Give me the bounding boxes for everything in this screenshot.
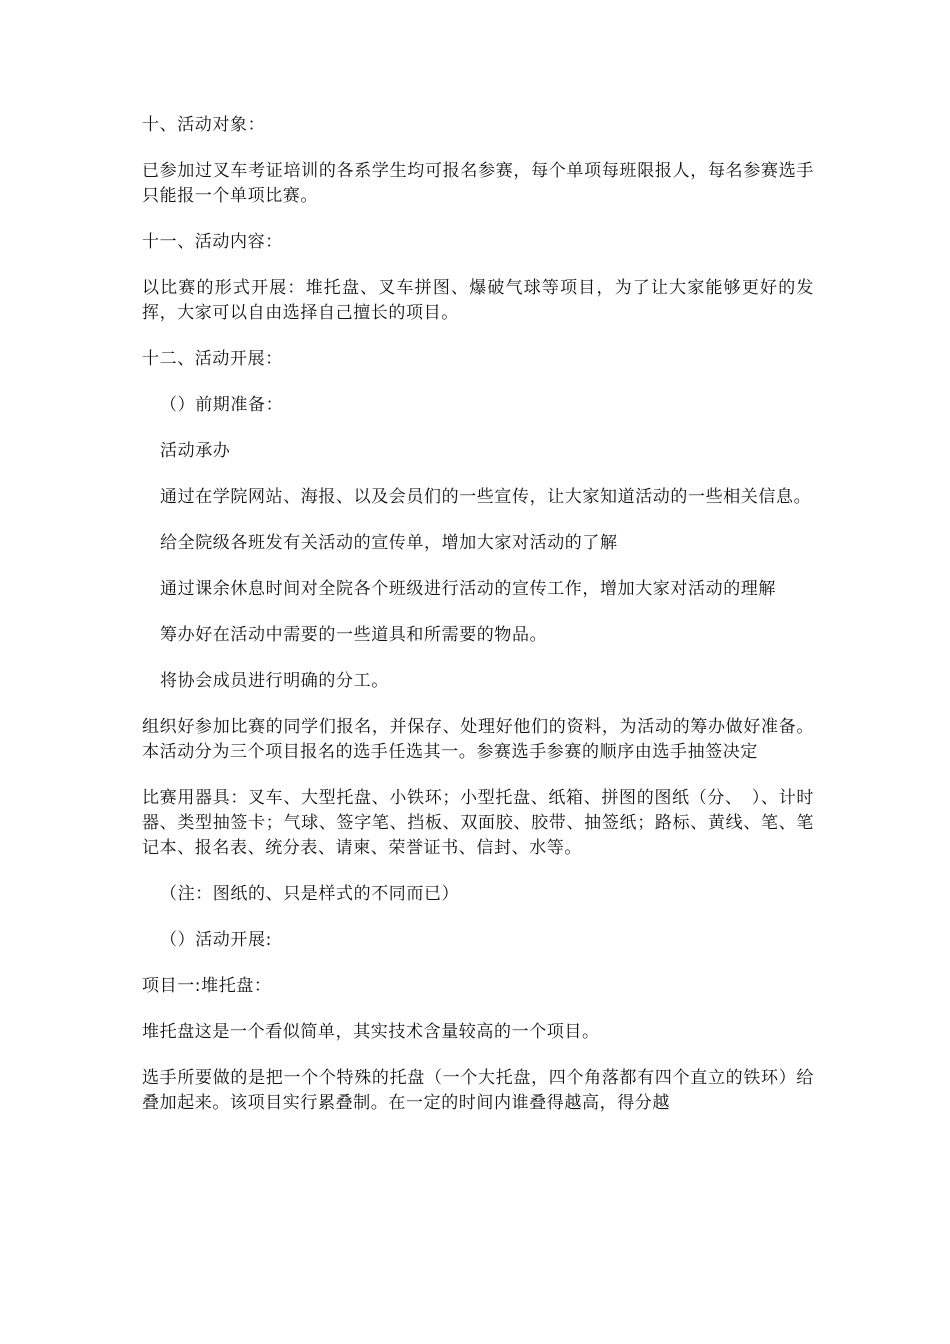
subheading-preparation: （）前期准备： bbox=[160, 395, 284, 415]
paragraph-activity-target: 已参加过叉车考证培训的各系学生均可报名参赛，每个单项每班限报人，每名参赛选手只能报一个单项比赛。 bbox=[142, 161, 814, 206]
paragraph-organizer: 活动承办 bbox=[160, 441, 231, 461]
heading-project-one: 项目一:堆托盘： bbox=[142, 976, 272, 996]
paragraph-activity-content: 以比赛的形式开展：堆托盘、叉车拼图、爆破气球等项目，为了让大家能够更好的发挥，大家可以自由选择自己擅长的项目。 bbox=[142, 278, 814, 323]
paragraph-note: （注：图纸的、只是样式的不同而已） bbox=[160, 884, 460, 904]
paragraph-publicity: 通过在学院网站、海报、以及会员们的一些宣传，让大家知道活动的一些相关信息。 bbox=[160, 487, 812, 507]
paragraph-class-promotion: 通过课余休息时间对全院各个班级进行活动的宣传工作，增加大家对活动的理解 bbox=[160, 579, 776, 599]
heading-activity-content: 十一、活动内容： bbox=[142, 232, 283, 252]
paragraph-flyers: 给全院级各班发有关活动的宣传单，增加大家对活动的了解 bbox=[160, 533, 618, 553]
paragraph-project-one-rules: 选手所要做的是把一个个特殊的托盘（一个大托盘，四个角落都有四个直立的铁环）给叠加起来。该项目实行累叠制。在一定的时间内谁叠得越高，得分越 bbox=[142, 1068, 814, 1113]
heading-activity-development: 十二、活动开展： bbox=[142, 349, 283, 369]
document-body bbox=[142, 113, 814, 1137]
subheading-activity-conduct: （）活动开展: bbox=[160, 930, 272, 950]
paragraph-division-of-labor: 将协会成员进行明确的分工。 bbox=[160, 671, 389, 691]
paragraph-equipment: 比赛用器具：叉车、大型托盘、小铁环；小型托盘、纸箱、拼图的图纸（分、 ）、计时器、类型抽签卡；气球、签字笔、挡板、双面胶、胶带、抽签纸；路标、黄线、笔、笔记本、报名表、统分表、请柬、荣誉证书、信封、水等。 bbox=[142, 788, 814, 858]
paragraph-project-one-intro: 堆托盘这是一个看似简单，其实技术含量较高的一个项目。 bbox=[142, 1022, 600, 1042]
paragraph-registration: 组织好参加比赛的同学们报名，并保存、处理好他们的资料，为活动的筹办做好准备。本活动分为三个项目报名的选手任选其一。参赛选手参赛的顺序由选手抽签决定 bbox=[142, 717, 814, 762]
paragraph-props: 筹办好在活动中需要的一些道具和所需要的物品。 bbox=[160, 625, 548, 645]
heading-activity-target: 十、活动对象： bbox=[142, 115, 266, 135]
